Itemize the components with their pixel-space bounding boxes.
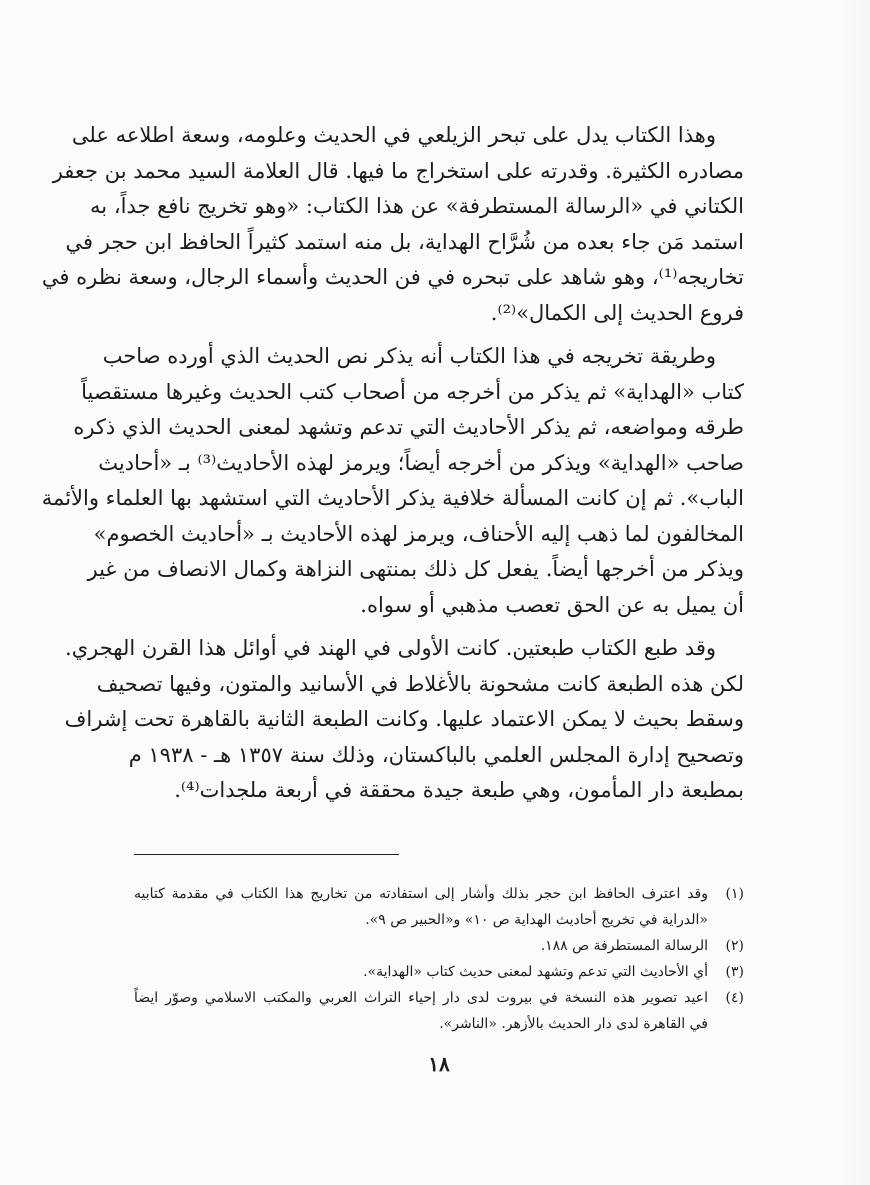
footnote-3 — [134, 959, 744, 985]
footnote-2 — [134, 933, 744, 959]
text-line: بمطبعة دار المأمون، وهي طبعة جيدة محققة في أربعة ملجدات⁽⁴⁾. — [174, 778, 744, 802]
text-line: الباب». ثم إن كانت المسألة خلافية يذكر الأحاديث التي استشهد بها العلماء والأئمة — [41, 486, 744, 510]
text-line: المخالفون لما ذهب إليه الأحناف، ويرمز لهذه الأحاديث بـ «أحاديث الخصوم» — [93, 521, 744, 546]
footnote-number: (٤) — [725, 989, 744, 1006]
footnote-text: وقد اعترف الحافظ ابن حجر بذلك وأشار إلى استفادته من تخاريج هذا الكتاب في مقدمة كتابيه — [134, 885, 708, 902]
text-line: كتاب «الهداية» ثم يذكر من أخرجه من أصحاب كتب الحديث وغيرها مستقصياً — [81, 379, 744, 404]
paragraph-1 — [41, 118, 744, 331]
text-line: أن يميل به عن الحق تعصب مذهبي أو سواه. — [360, 592, 744, 617]
footnote-text: الرسالة المستطرفة ص ١٨٨. — [540, 937, 708, 954]
text-line: وهذا الكتاب يدل على تبحر الزيلعي في الحديث وعلومه، وسعة اطلاعه على — [71, 123, 716, 147]
footnote-number: (٣) — [725, 963, 744, 980]
footnotes — [134, 881, 744, 1037]
footnote-text: في القاهرة لدى دار الحديث بالأزهر. «الناشر». — [439, 1015, 708, 1032]
footnote-number: (٢) — [725, 937, 744, 954]
page-edge-shade — [830, 0, 870, 1185]
text-line: تخاريجه⁽¹⁾، وهو شاهد على تبحره في فن الحديث وأسماء الرجال، وسعة نظره في — [41, 265, 744, 289]
footnote-4 — [134, 985, 744, 1011]
footnote-4-cont — [134, 1011, 744, 1037]
paragraph-3 — [64, 631, 744, 809]
text-line: الكتاني في «الرسالة المستطرفة» عن هذا الكتاب: «وهو تخريج نافع جداً، به — [90, 194, 744, 218]
footnote-separator-wrap — [134, 817, 744, 855]
text-line: مصادره الكثيرة. وقدرته على استخراج ما فيها. قال العلامة السيد محمد بن جعفر — [52, 158, 744, 183]
text-line: لكن هذه الطبعة كانت مشحونة بالأغلاط في الأسانيد والمتون، وفيها تصحيف — [96, 671, 744, 696]
footnote-number: (١) — [725, 885, 744, 902]
footnote-1 — [134, 881, 744, 907]
text-line: استمد مَن جاء بعده من شُرَّاح الهداية، بل منه استمد كثيراً الحافظ ابن حجر في — [65, 229, 744, 254]
text-line: وتصحيح إدارة المجلس العلمي بالباكستان، وذلك سنة ١٣٥٧ هـ - ١٩٣٨ م — [128, 742, 744, 767]
footnote-text: اعيد تصوير هذه النسخة في بيروت لدى دار إحياء التراث العربي والمكتب الاسلامي وصوّر ايضاً — [134, 989, 708, 1006]
text-line: طرقه ومواضعه، ثم يذكر الأحاديث التي تدعم وتشهد لمعنى الحديث الذي ذكره — [73, 415, 744, 439]
text-line: ويذكر من أخرجها أيضاً. يفعل كل ذلك بمنتهى النزاهة وكمال الانصاف من غير — [87, 557, 744, 581]
book-page — [41, 118, 744, 1118]
text-line: صاحب «الهداية» ويذكر من أخرجه أيضاً؛ ويرمز لهذه الأحاديث⁽³⁾ بـ «أحاديث — [98, 450, 744, 475]
paragraph-2 — [41, 339, 744, 623]
text-line: وقد طبع الكتاب طبعتين. كانت الأولى في الهند في أوائل هذا القرن الهجري. — [65, 636, 716, 660]
footnote-text: أي الأحاديث التي تدعم وتشهد لمعنى حديث كتاب «الهداية». — [363, 963, 708, 980]
text-line: وطريقة تخريجه في هذا الكتاب أنه يذكر نص الحديث الذي أورده صاحب — [102, 344, 716, 368]
footnote-text: «الدراية في تخريج أحاديث الهداية ص ١٠» و«الحبير ص ٩». — [365, 911, 708, 928]
text-line: وسقط بحيث لا يمكن الاعتماد عليها. وكانت الطبعة الثانية بالقاهرة تحت إشراف — [64, 707, 744, 731]
footnote-1-cont — [134, 907, 744, 933]
text-line: فروع الحديث إلى الكمال»⁽²⁾. — [490, 300, 744, 325]
footnote-separator — [134, 854, 399, 855]
page-number: ١٨ — [428, 1052, 450, 1076]
